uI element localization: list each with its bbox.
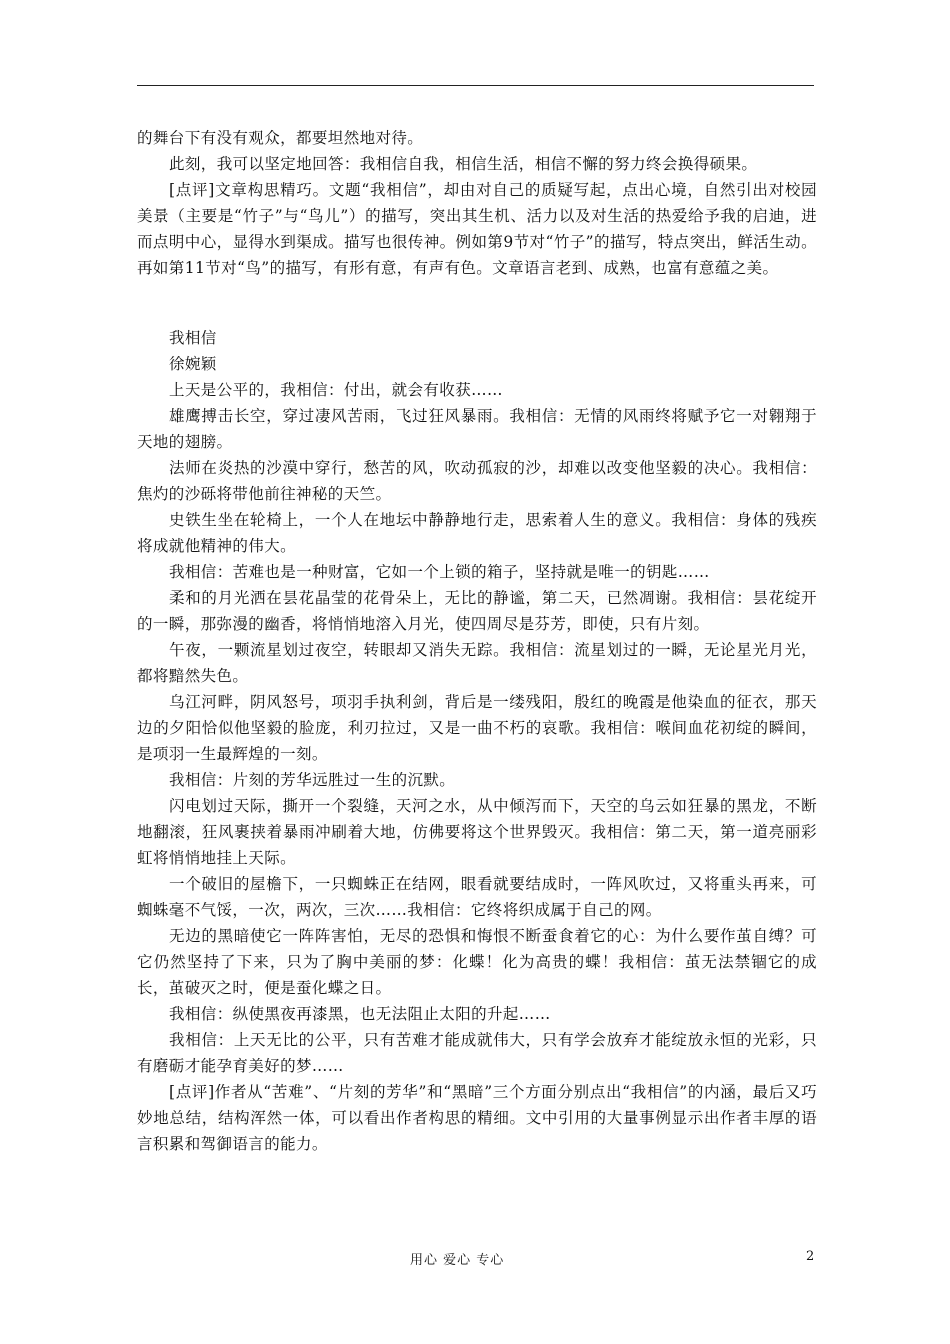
essay-paragraph: 雄鹰搏击长空，穿过凄风苦雨，飞过狂风暴雨。我相信：无情的风雨终将赋予它一对翱翔于天地的翅膀。 — [137, 407, 817, 451]
essay-paragraph: 闪电划过天际，撕开一个裂缝，天河之水，从中倾泻而下，天空的乌云如狂暴的黑龙，不断地翻滚，狂风裹挟着暴雨冲刷着大地，仿佛要将这个世界毁灭。我相信：第二天，第一道亮丽彩虹将悄悄地挂上天际。 — [137, 797, 817, 867]
essay-paragraph: 乌江河畔，阴风怒号，项羽手执利剑，背后是一缕残阳，殷红的晚霞是他染血的征衣，那天边的夕阳恰似他坚毅的脸庞，利刃拉过，又是一曲不朽的哀歌。我相信：喉间血花初绽的瞬间，是项羽一生最辉煌的一刻。 — [137, 693, 817, 763]
essay-paragraph: 柔和的月光洒在昙花晶莹的花骨朵上，无比的静谧，第二天，已然凋谢。我相信：昙花绽开的一瞬，那弥漫的幽香，将悄悄地溶入月光，使四周尽是芬芳，即使，只有片刻。 — [137, 589, 817, 633]
essay-commentary: [点评]作者从“苦难”、“片刻的芳华”和“黑暗”三个方面分别点出“我相信”的内涵，最后又巧妙地总结，结构浑然一体，可以看出作者构思的精细。文中引用的大量事例显示出作者丰厚的语言积累和驾御语言的能力。 — [137, 1083, 817, 1153]
footer-slogan: 用心 爱心 专心 — [410, 1253, 505, 1268]
essay-paragraph: 上天是公平的，我相信：付出，就会有收获…… — [169, 381, 503, 399]
essay-paragraph: 法师在炎热的沙漠中穿行，愁苦的风，吹动孤寂的沙，却难以改变他坚毅的决心。我相信：焦灼的沙砾将带他前往神秘的天竺。 — [137, 459, 817, 503]
essay-paragraph: 史铁生坐在轮椅上，一个人在地坛中静静地行走，思索着人生的意义。我相信：身体的残疾将成就他精神的伟大。 — [137, 511, 817, 555]
document-body — [137, 125, 817, 1157]
essay-paragraph: 我相信：上天无比的公平，只有苦难才能成就伟大，只有学会放弃才能绽放永恒的光彩，只有磨砺才能孕育美好的梦…… — [137, 1031, 817, 1075]
essay-paragraph: 我相信：纵使黑夜再漆黑，也无法阻止太阳的升起…… — [169, 1005, 551, 1023]
essay-paragraph: 一个破旧的屋檐下，一只蜘蛛正在结网，眼看就要结成时，一阵风吹过，又将重头再来，可蜘蛛毫不气馁，一次，两次，三次……我相信：它终将织成属于自己的网。 — [137, 875, 817, 919]
continued-paragraph: 的舞台下有没有观众，都要坦然地对待。 — [137, 129, 424, 147]
essay-author: 徐婉颖 — [169, 355, 217, 373]
commentary-paragraph: [点评]文章构思精巧。文题“我相信”，却由对自己的质疑写起，点出心境，自然引出对校园美景（主要是“竹子”与“鸟儿”）的描写，突出其生机、活力以及对生活的热爱给予我的启迪，进而点明中心，显得水到渠成。描写也很传神。例如第9节对“竹子”的描写，特点突出，鲜活生动。再如第11节对“鸟”的描写，有形有意，有声有色。文章语言老到、成熟，也富有意蕴之美。 — [137, 181, 817, 277]
essay-paragraph: 无边的黑暗使它一阵阵害怕，无尽的恐惧和悔恨不断蚕食着它的心：为什么要作茧自缚？可它仍然坚持了下来，只为了胸中美丽的梦：化蝶！化为高贵的蝶！我相信：茧无法禁锢它的成长，茧破灭之时，便是蚕化蝶之日。 — [137, 927, 817, 997]
essay-title: 我相信 — [169, 329, 217, 347]
essay-paragraph: 午夜，一颗流星划过夜空，转眼却又消失无踪。我相信：流星划过的一瞬，无论星光月光，都将黯然失色。 — [137, 641, 817, 685]
page-number: 2 — [806, 1249, 815, 1264]
section-gap — [137, 281, 817, 325]
header-rule — [137, 85, 814, 86]
essay-paragraph: 我相信：片刻的芳华远胜过一生的沉默。 — [169, 771, 456, 789]
essay-paragraph: 我相信：苦难也是一种财富，它如一个上锁的箱子，坚持就是唯一的钥匙…… — [169, 563, 710, 581]
conclusion-paragraph: 此刻，我可以坚定地回答：我相信自我，相信生活，相信不懈的努力终会换得硕果。 — [169, 155, 758, 173]
